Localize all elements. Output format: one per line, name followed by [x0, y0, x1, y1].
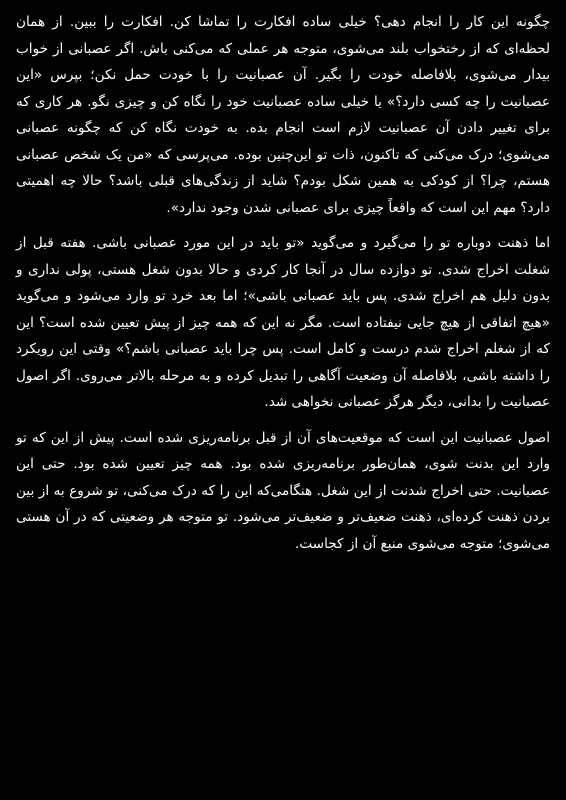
paragraph-3: اصول عصبانیت این است که موقعیت‌های آن از قبل برنامه‌ریزی شده است. پیش از این که تو وارد این بدنت شوی، همان‌طور برنامه‌ریزی شده بود. همه چیز تعیین شده بود. حتی این عصبانیت. حتی اخراج شدنت از این شغل. هنگامی‌که این را که درک می‌کنی، تو شروع به از بین بردن ذهنت کرده‌ای، ذهنت ضعیف‌تر و ضعیف‌تر می‌شود. تو متوجه هر وضعیتی که در آن هستی می‌شوی؛ متوجه می‌شوی منبع آن از کجاست. [16, 429, 550, 552]
paragraph-1: چگونه این کار را انجام دهی؟ خیلی ساده افکارت را تماشا کن. افکارت را ببین. از همان لحظه‌ای که از رختخواب بلند می‌شوی، متوجه هر عملی که می‌کنی باش. اگر عصبانی از خواب بیدار می‌شوی، بلافاصله خودت را بگیر. آن عصبانیت را با خودت حمل نکن؛ بپرس «این عصبانیت را چه کسی دارد؟» یا خیلی ساده عصبانیت خود را نگاه کن و چیزی نگو. هر کاری که برای تغییر دادن آن عصبانیت لازم است انجام بده. به خودت نگاه کن که چگونه عصبانی می‌شوی؛ درک می‌کنی که تاکنون، ذات تو این‌چنین بوده. می‌پرسی که «من یک شخص عصبانی هستم، چرا؟ از کودکی به همین شکل بودم؟ شاید از زندگی‌های قبلی باشد؟ حالا چه اهمیتی دارد؟ مهم این است که واقعاً چیزی برای عصبانی شدن وجود ندارد». [16, 14, 550, 216]
paragraph-2: اما ذهنت دوباره تو را می‌گیرد و می‌گوید «تو باید در این مورد عصبانی باشی. هفته قبل از شغلت اخراج شدی. تو دوازده سال در آنجا کار کردی و حالا بدون شغل هستی، پولی نداری و بدون دلیل هم اخراج شدی. پس باید عصبانی باشی»؛ اما بعد خرد تو وارد می‌شود و می‌گوید «هیچ اتفاقی از هیچ جایی نیفتاده است. مگر نه این که همه چیز از پیش تعیین شده است؟ این که از شغلم اخراج شدم درست و کامل است. پس چرا باید عصبانی باشم؟» وقتی این رویکرد را داشته باشی، بلافاصله آن وضعیت آگاهی را تبدیل کرده و به مرحله بالاتر می‌روی. اگر اصول عصبانیت را بدانی، دیگر هرگز عصبانی نخواهی شد. [16, 235, 550, 410]
